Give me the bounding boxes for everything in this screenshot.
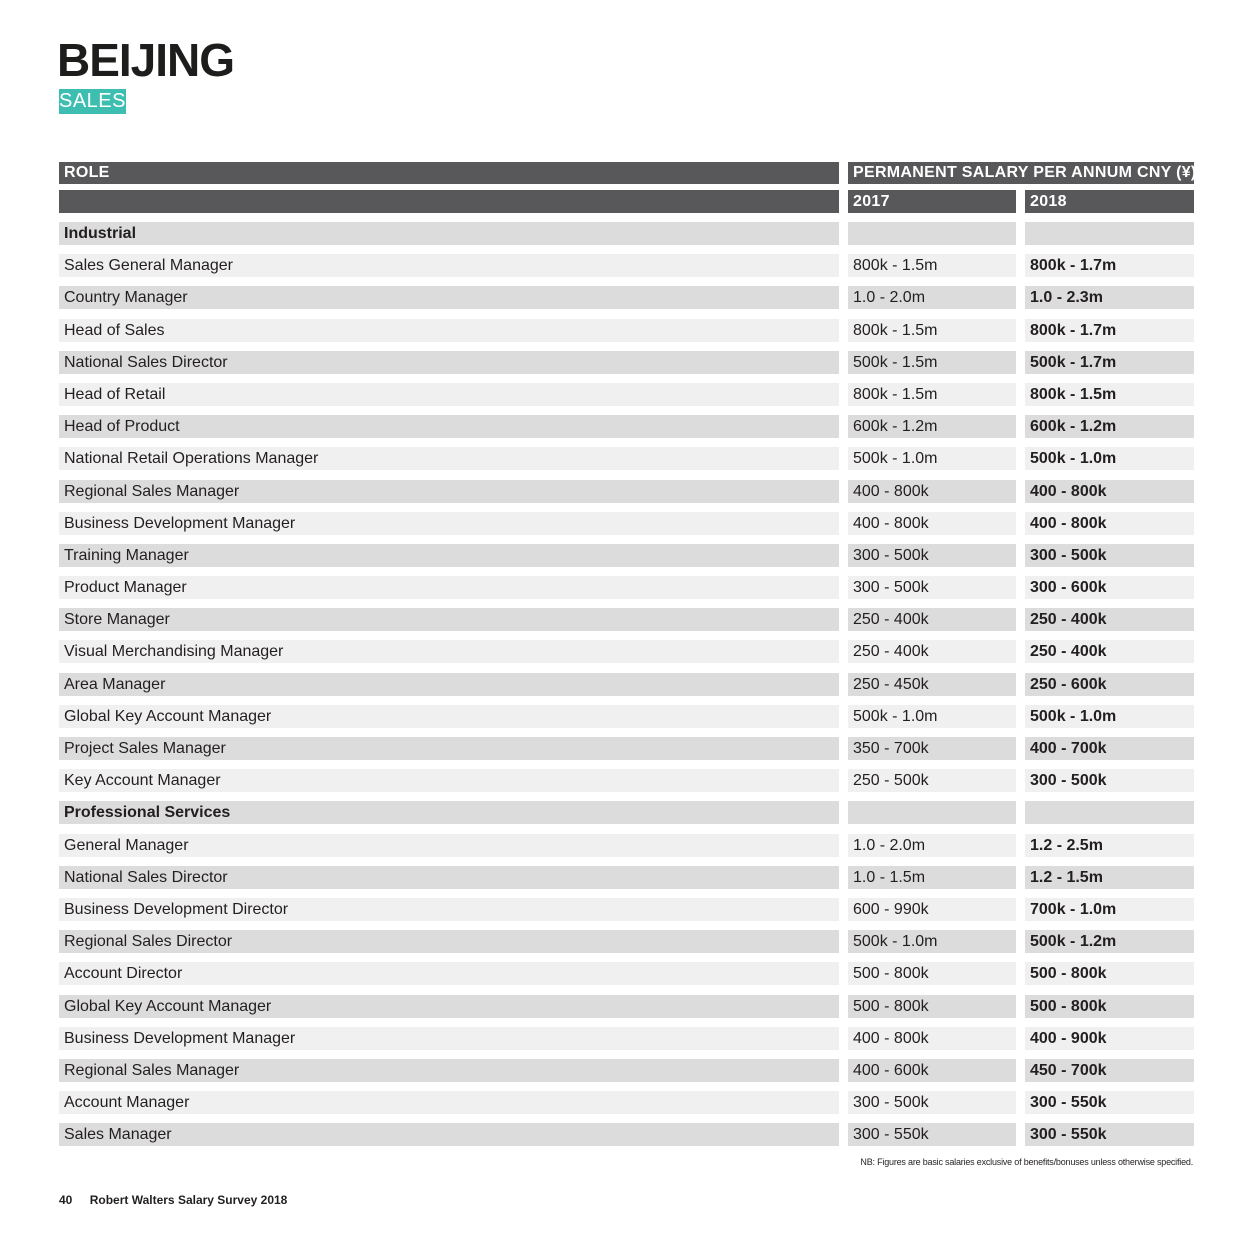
salary-2018-cell: 300 - 600k <box>1025 576 1194 599</box>
salary-2018-cell: 800k - 1.7m <box>1025 254 1194 277</box>
table-row <box>59 543 1194 575</box>
salary-2017-cell: 500k - 1.5m <box>848 351 1016 374</box>
salary-2017-cell: 250 - 500k <box>848 769 1016 792</box>
table-row <box>59 253 1194 285</box>
salary-2017-cell <box>848 222 1016 245</box>
role-cell: Country Manager <box>59 286 839 309</box>
role-cell: Global Key Account Manager <box>59 705 839 728</box>
salary-2018-cell: 800k - 1.7m <box>1025 319 1194 342</box>
table-row <box>59 672 1194 704</box>
role-cell: Area Manager <box>59 673 839 696</box>
table-row <box>59 1026 1194 1058</box>
salary-2018-cell: 450 - 700k <box>1025 1059 1194 1082</box>
table-row <box>59 1122 1194 1154</box>
table-row <box>59 285 1194 317</box>
footnote: NB: Figures are basic salaries exclusive of benefits/bonuses unless otherwise specified. <box>860 1157 1193 1167</box>
salary-2018-cell: 800k - 1.5m <box>1025 383 1194 406</box>
salary-2017-cell: 800k - 1.5m <box>848 254 1016 277</box>
salary-2017-cell: 500 - 800k <box>848 995 1016 1018</box>
salary-2017-cell: 500 - 800k <box>848 962 1016 985</box>
salary-2017-cell: 1.0 - 1.5m <box>848 866 1016 889</box>
table-row <box>59 1090 1194 1122</box>
salary-2017-cell: 500k - 1.0m <box>848 930 1016 953</box>
role-cell: Business Development Manager <box>59 512 839 535</box>
salary-2017-cell: 800k - 1.5m <box>848 383 1016 406</box>
table-row <box>59 865 1194 897</box>
salary-2017-cell: 300 - 500k <box>848 1091 1016 1114</box>
role-cell: Account Manager <box>59 1091 839 1114</box>
page-footer <box>59 1193 287 1207</box>
role-cell: General Manager <box>59 834 839 857</box>
section-title: Industrial <box>59 222 839 245</box>
salary-2018-cell <box>1025 222 1194 245</box>
salary-2018-cell: 400 - 700k <box>1025 737 1194 760</box>
role-cell: Product Manager <box>59 576 839 599</box>
salary-2017-cell: 400 - 600k <box>848 1059 1016 1082</box>
salary-2018-cell: 500k - 1.0m <box>1025 447 1194 470</box>
salary-2017-cell: 800k - 1.5m <box>848 319 1016 342</box>
salary-2018-cell: 300 - 550k <box>1025 1091 1194 1114</box>
table-row <box>59 929 1194 961</box>
table-row <box>59 897 1194 929</box>
section-title: Professional Services <box>59 801 839 824</box>
role-cell: National Retail Operations Manager <box>59 447 839 470</box>
salary-2018-cell: 400 - 800k <box>1025 480 1194 503</box>
salary-2017-cell: 300 - 550k <box>848 1123 1016 1146</box>
salary-table <box>59 221 1194 1154</box>
table-row <box>59 511 1194 543</box>
salary-2018-cell: 250 - 400k <box>1025 640 1194 663</box>
year-2017-header: 2017 <box>848 190 1016 213</box>
salary-2018-cell: 500k - 1.2m <box>1025 930 1194 953</box>
salary-2018-cell: 400 - 800k <box>1025 512 1194 535</box>
salary-2018-cell: 600k - 1.2m <box>1025 415 1194 438</box>
salary-2018-cell: 500k - 1.7m <box>1025 351 1194 374</box>
role-cell: Training Manager <box>59 544 839 567</box>
table-row <box>59 382 1194 414</box>
salary-2018-cell: 700k - 1.0m <box>1025 898 1194 921</box>
table-row <box>59 833 1194 865</box>
salary-2017-cell <box>848 801 1016 824</box>
role-cell: Head of Retail <box>59 383 839 406</box>
table-row <box>59 350 1194 382</box>
section-row <box>59 221 1194 253</box>
salary-2018-cell: 250 - 400k <box>1025 608 1194 631</box>
salary-2017-cell: 350 - 700k <box>848 737 1016 760</box>
salary-2018-cell: 500 - 800k <box>1025 995 1194 1018</box>
salary-2017-cell: 250 - 400k <box>848 608 1016 631</box>
role-cell: Account Director <box>59 962 839 985</box>
role-cell: Head of Product <box>59 415 839 438</box>
table-row <box>59 994 1194 1026</box>
table-row <box>59 318 1194 350</box>
role-subheader-bar <box>59 190 839 213</box>
role-cell: Regional Sales Manager <box>59 1059 839 1082</box>
page-title: BEIJING <box>57 34 235 86</box>
salary-2018-cell: 1.2 - 1.5m <box>1025 866 1194 889</box>
salary-2017-cell: 250 - 400k <box>848 640 1016 663</box>
salary-2017-cell: 400 - 800k <box>848 1027 1016 1050</box>
role-cell: Store Manager <box>59 608 839 631</box>
year-2018-header: 2018 <box>1025 190 1194 213</box>
table-row <box>59 446 1194 478</box>
salary-column-header: PERMANENT SALARY PER ANNUM CNY (¥) <box>848 162 1194 184</box>
salary-2017-cell: 300 - 500k <box>848 576 1016 599</box>
role-cell: Business Development Director <box>59 898 839 921</box>
salary-2017-cell: 250 - 450k <box>848 673 1016 696</box>
section-row <box>59 800 1194 832</box>
role-column-header: ROLE <box>59 162 839 184</box>
salary-2017-cell: 1.0 - 2.0m <box>848 834 1016 857</box>
salary-2017-cell: 600 - 990k <box>848 898 1016 921</box>
salary-2018-cell: 300 - 550k <box>1025 1123 1194 1146</box>
role-cell: Key Account Manager <box>59 769 839 792</box>
table-row <box>59 961 1194 993</box>
table-row <box>59 736 1194 768</box>
salary-2017-cell: 400 - 800k <box>848 512 1016 535</box>
role-cell: National Sales Director <box>59 866 839 889</box>
role-cell: Business Development Manager <box>59 1027 839 1050</box>
role-cell: Head of Sales <box>59 319 839 342</box>
salary-2018-cell: 500k - 1.0m <box>1025 705 1194 728</box>
role-cell: Regional Sales Director <box>59 930 839 953</box>
role-cell: Sales General Manager <box>59 254 839 277</box>
role-cell: Global Key Account Manager <box>59 995 839 1018</box>
salary-2018-cell: 250 - 600k <box>1025 673 1194 696</box>
table-row <box>59 575 1194 607</box>
salary-2017-cell: 600k - 1.2m <box>848 415 1016 438</box>
salary-2018-cell: 400 - 900k <box>1025 1027 1194 1050</box>
page-number: 40 <box>59 1193 73 1207</box>
role-cell: Sales Manager <box>59 1123 839 1146</box>
table-row <box>59 1058 1194 1090</box>
role-cell: Project Sales Manager <box>59 737 839 760</box>
salary-2017-cell: 500k - 1.0m <box>848 447 1016 470</box>
salary-2018-cell: 300 - 500k <box>1025 544 1194 567</box>
table-row <box>59 479 1194 511</box>
salary-2018-cell: 300 - 500k <box>1025 769 1194 792</box>
table-row <box>59 704 1194 736</box>
publication-title: Robert Walters Salary Survey 2018 <box>89 1193 288 1207</box>
salary-2017-cell: 300 - 500k <box>848 544 1016 567</box>
table-row <box>59 414 1194 446</box>
salary-2018-cell: 1.0 - 2.3m <box>1025 286 1194 309</box>
salary-2018-cell: 500 - 800k <box>1025 962 1194 985</box>
section-badge: SALES <box>59 90 126 112</box>
salary-2018-cell <box>1025 801 1194 824</box>
table-row <box>59 607 1194 639</box>
salary-2017-cell: 400 - 800k <box>848 480 1016 503</box>
table-row <box>59 768 1194 800</box>
role-cell: National Sales Director <box>59 351 839 374</box>
salary-2017-cell: 1.0 - 2.0m <box>848 286 1016 309</box>
role-cell: Regional Sales Manager <box>59 480 839 503</box>
salary-2017-cell: 500k - 1.0m <box>848 705 1016 728</box>
salary-2018-cell: 1.2 - 2.5m <box>1025 834 1194 857</box>
role-cell: Visual Merchandising Manager <box>59 640 839 663</box>
table-row <box>59 639 1194 671</box>
